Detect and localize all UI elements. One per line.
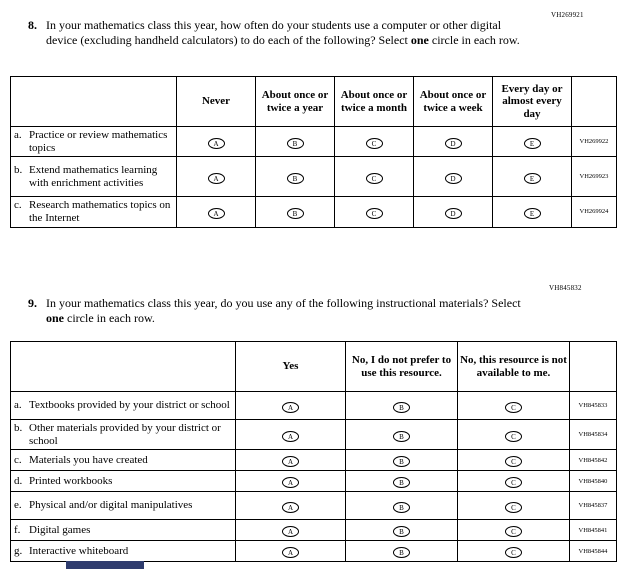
answer-oval[interactable]: D	[445, 208, 462, 219]
answer-cell	[256, 197, 335, 227]
question-9	[28, 296, 530, 326]
row-letter: d.	[14, 474, 23, 487]
answer-oval[interactable]: C	[505, 477, 522, 488]
row-label	[11, 392, 236, 420]
answer-cell	[414, 157, 493, 197]
row-letter: b.	[14, 164, 23, 177]
answer-cell	[177, 157, 256, 197]
q9-header-code-blank	[570, 342, 617, 392]
answer-cell	[256, 127, 335, 157]
answer-oval[interactable]: B	[393, 526, 410, 537]
q8-header-row	[11, 77, 617, 127]
answer-oval[interactable]: B	[287, 173, 304, 184]
row-text: Printed workbooks	[29, 474, 113, 487]
table-row	[11, 157, 617, 197]
answer-cell	[335, 127, 414, 157]
answer-cell	[346, 392, 458, 420]
answer-cell	[346, 492, 458, 520]
answer-cell	[346, 450, 458, 471]
row-text: Extend mathematics learning with enrichment activities	[29, 164, 158, 189]
answer-oval[interactable]: A	[208, 208, 225, 219]
answer-oval[interactable]: A	[208, 173, 225, 184]
answer-oval[interactable]: D	[445, 138, 462, 149]
answer-cell	[236, 450, 346, 471]
row-text: Physical and/or digital manipulatives	[29, 499, 193, 512]
row-code: VH845834	[570, 420, 617, 450]
row-label	[11, 420, 236, 450]
row-label	[11, 520, 236, 541]
answer-oval[interactable]: D	[445, 173, 462, 184]
answer-oval[interactable]: C	[505, 456, 522, 467]
row-label	[11, 541, 236, 562]
row-label	[11, 492, 236, 520]
answer-cell	[346, 541, 458, 562]
q9-col-header-yes: Yes	[236, 342, 346, 392]
answer-cell	[458, 420, 570, 450]
answer-oval[interactable]: C	[505, 431, 522, 442]
answer-cell	[493, 157, 572, 197]
answer-oval[interactable]: B	[287, 138, 304, 149]
row-letter: e.	[14, 499, 22, 512]
answer-cell	[458, 392, 570, 420]
table-row	[11, 197, 617, 227]
answer-cell	[256, 157, 335, 197]
answer-oval[interactable]: C	[366, 208, 383, 219]
row-text: Interactive whiteboard	[29, 544, 129, 557]
row-label	[11, 127, 177, 157]
row-text: Research mathematics topics on the Internet	[29, 199, 171, 224]
answer-oval[interactable]: B	[287, 208, 304, 219]
row-code: VH269922	[572, 127, 617, 157]
question-8-text	[46, 18, 530, 48]
answer-cell	[236, 541, 346, 562]
answer-cell	[236, 392, 346, 420]
answer-oval[interactable]: B	[393, 477, 410, 488]
q9-ref-code: VH845832	[549, 284, 582, 292]
row-code: VH845833	[570, 392, 617, 420]
answer-oval[interactable]: A	[282, 526, 299, 537]
row-label	[11, 450, 236, 471]
cutoff-blue-bar	[66, 561, 144, 569]
row-code: VH269924	[572, 197, 617, 227]
answer-oval[interactable]: B	[393, 456, 410, 467]
row-label	[11, 157, 177, 197]
question-8-text-bold: one	[410, 33, 429, 47]
q8-col-header-year: About once or twice a year	[256, 77, 335, 127]
answer-cell	[236, 520, 346, 541]
answer-cell	[414, 127, 493, 157]
question-9-text-bold: one	[46, 311, 64, 325]
answer-oval[interactable]: E	[524, 173, 541, 184]
table-row	[11, 392, 617, 420]
question-9-text-post: circle in each row.	[64, 311, 155, 325]
row-letter: c.	[14, 453, 22, 466]
row-letter: g.	[14, 544, 23, 557]
q9-col-header-no-available: No, this resource is not available to me.	[458, 342, 570, 392]
answer-oval[interactable]: E	[524, 138, 541, 149]
row-code: VH845837	[570, 492, 617, 520]
row-text: Digital games	[29, 523, 91, 536]
answer-cell	[458, 450, 570, 471]
question-9-text	[46, 296, 530, 326]
row-code: VH845840	[570, 471, 617, 492]
table-row	[11, 541, 617, 562]
answer-cell	[346, 520, 458, 541]
answer-oval[interactable]: A	[208, 138, 225, 149]
answer-oval[interactable]: B	[393, 431, 410, 442]
row-label	[11, 197, 177, 227]
q9-col-header-no-prefer: No, I do not prefer to use this resource.	[346, 342, 458, 392]
answer-oval[interactable]: C	[505, 502, 522, 513]
question-8	[28, 18, 530, 48]
answer-cell	[493, 127, 572, 157]
q8-col-header-month: About once or twice a month	[335, 77, 414, 127]
q9-table	[10, 341, 617, 562]
table-row	[11, 520, 617, 541]
answer-cell	[177, 197, 256, 227]
question-9-number: 9.	[28, 296, 37, 310]
q8-ref-code: VH269921	[551, 11, 584, 19]
row-code: VH845842	[570, 450, 617, 471]
answer-oval[interactable]: B	[393, 402, 410, 413]
q8-col-header-everyday: Every day or almost every day	[493, 77, 572, 127]
q9-header-blank	[11, 342, 236, 392]
answer-oval[interactable]: B	[393, 547, 410, 558]
answer-cell	[236, 492, 346, 520]
question-8-text-pre: In your mathematics class this year, how often do your students use a computer or other digital device (excluding handheld calculators) to do each of the following? Select	[46, 18, 502, 47]
answer-cell	[236, 471, 346, 492]
q8-col-header-never: Never	[177, 77, 256, 127]
answer-oval[interactable]: C	[366, 173, 383, 184]
q9-header-row	[11, 342, 617, 392]
q8-header-blank	[11, 77, 177, 127]
table-row	[11, 127, 617, 157]
row-letter: b.	[14, 422, 23, 434]
answer-oval[interactable]: A	[282, 456, 299, 467]
answer-cell	[346, 420, 458, 450]
row-text: Textbooks provided by your district or school	[29, 399, 230, 412]
row-label	[11, 471, 236, 492]
answer-cell	[458, 471, 570, 492]
row-text: Practice or review mathematics topics	[29, 129, 168, 154]
answer-oval[interactable]: A	[282, 477, 299, 488]
row-letter: a.	[14, 399, 22, 412]
answer-oval[interactable]: A	[282, 502, 299, 513]
answer-oval[interactable]: E	[524, 208, 541, 219]
answer-cell	[458, 520, 570, 541]
table-row	[11, 492, 617, 520]
q8-header-code-blank	[572, 77, 617, 127]
answer-oval[interactable]: A	[282, 402, 299, 413]
answer-cell	[458, 541, 570, 562]
answer-oval[interactable]: C	[505, 526, 522, 537]
answer-oval[interactable]: A	[282, 547, 299, 558]
answer-cell	[414, 197, 493, 227]
answer-cell	[335, 157, 414, 197]
table-row	[11, 471, 617, 492]
row-code: VH845844	[570, 541, 617, 562]
answer-cell	[236, 420, 346, 450]
answer-cell	[177, 127, 256, 157]
question-8-number: 8.	[28, 18, 37, 32]
row-text: Materials you have created	[29, 453, 148, 466]
answer-cell	[346, 471, 458, 492]
answer-cell	[335, 197, 414, 227]
question-9-text-pre: In your mathematics class this year, do you use any of the following instructional materials? Select	[46, 296, 521, 310]
answer-cell	[493, 197, 572, 227]
q8-table	[10, 76, 617, 228]
row-letter: c.	[14, 199, 22, 212]
row-code: VH845841	[570, 520, 617, 541]
question-8-text-post: circle in each row.	[428, 33, 520, 47]
table-row	[11, 450, 617, 471]
answer-cell	[458, 492, 570, 520]
table-row	[11, 420, 617, 450]
answer-oval[interactable]: C	[505, 402, 522, 413]
row-letter: a.	[14, 129, 22, 141]
q8-col-header-week: About once or twice a week	[414, 77, 493, 127]
answer-oval[interactable]: A	[282, 431, 299, 442]
row-text: Other materials provided by your district or school	[29, 422, 221, 447]
answer-oval[interactable]: B	[393, 502, 410, 513]
row-letter: f.	[14, 523, 21, 536]
answer-oval[interactable]: C	[505, 547, 522, 558]
answer-oval[interactable]: C	[366, 138, 383, 149]
row-code: VH269923	[572, 157, 617, 197]
